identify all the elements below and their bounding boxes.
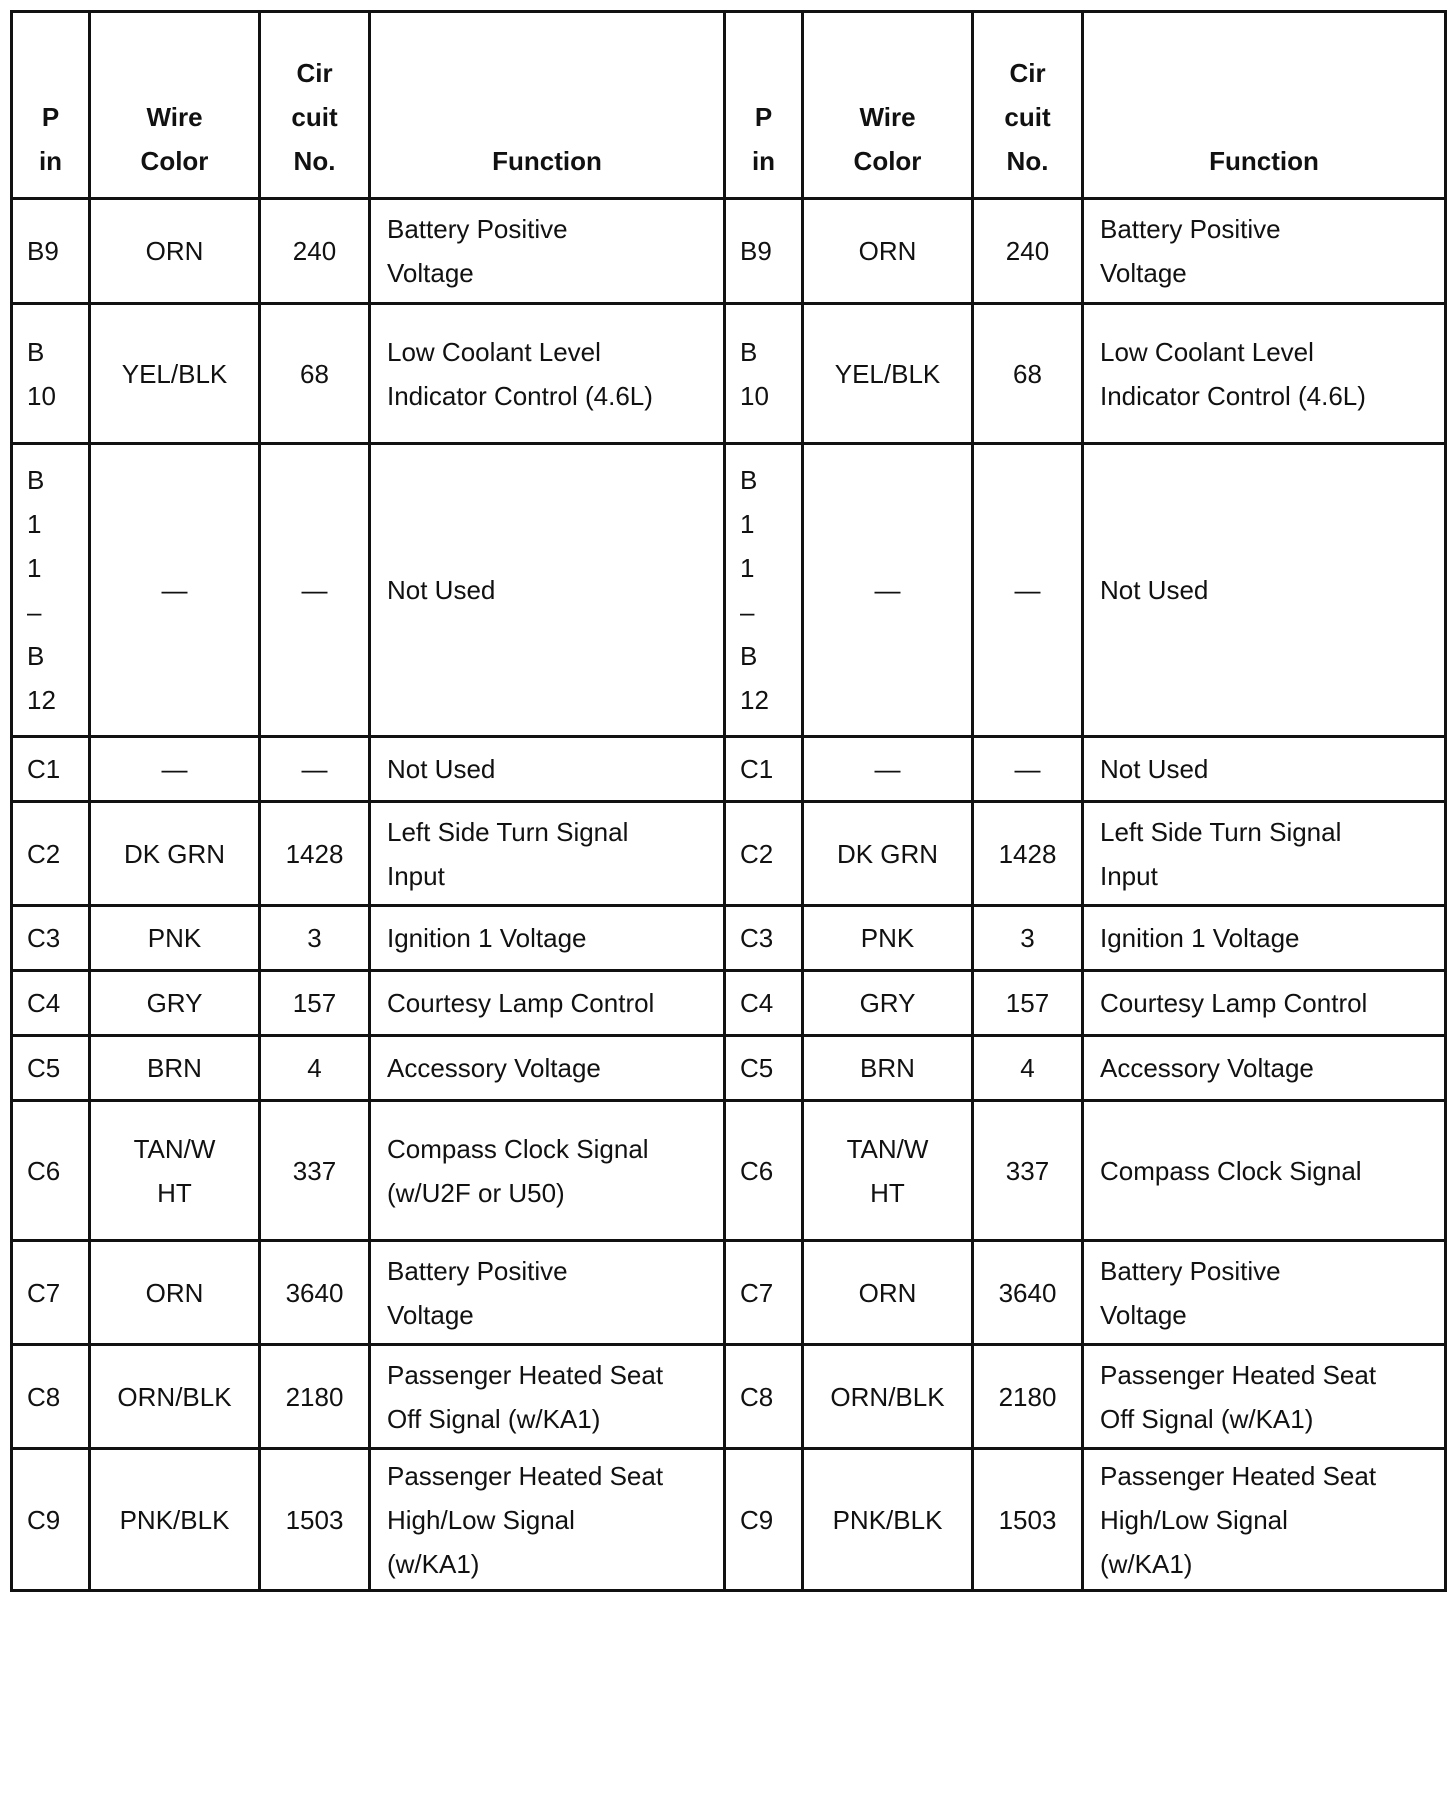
pin-cell-right-line: C5	[740, 1053, 774, 1083]
pin-cell-left	[12, 971, 90, 1036]
pin-cell-right-line: 1	[740, 509, 755, 539]
pin-cell-right-line: 12	[740, 685, 769, 715]
table-row	[12, 1241, 1446, 1345]
function-cell-right-line: Input	[1100, 860, 1158, 891]
wire-color-cell-right-line: ORN	[858, 236, 917, 266]
wire-color-cell-right-line: PNK	[860, 923, 915, 953]
pin-cell-left	[12, 906, 90, 971]
function-cell-left	[370, 1036, 725, 1101]
pin-cell-left	[12, 199, 90, 304]
header-function-right: Function	[1083, 12, 1446, 199]
circuit-no-cell-left: 240	[260, 199, 370, 304]
circuit-no-cell-right: 2180	[973, 1345, 1083, 1449]
function-cell-right-line: Battery Positive	[1100, 214, 1281, 244]
pin-cell-right	[725, 1345, 803, 1449]
pin-cell-left-line: C1	[27, 754, 61, 784]
table-row	[12, 906, 1446, 971]
function-cell-left-line: Left Side Turn Signal	[387, 816, 629, 847]
pin-cell-left-line: C9	[27, 1504, 61, 1535]
wire-color-cell-left	[90, 802, 260, 906]
function-cell-right	[1083, 1449, 1446, 1591]
function-cell-left-line: Battery Positive	[387, 1255, 568, 1286]
wire-color-cell-right-line: DK GRN	[836, 838, 939, 869]
circuit-no-cell-right: 4	[973, 1036, 1083, 1101]
function-cell-left-line: (w/KA1)	[387, 1548, 480, 1579]
function-cell-left	[370, 1241, 725, 1345]
pin-cell-left	[12, 737, 90, 802]
wire-color-cell-right	[803, 1241, 973, 1345]
header-pin-left: P in	[12, 12, 90, 199]
pin-cell-right-line: C9	[740, 1504, 774, 1535]
function-cell-right-line: Battery Positive	[1100, 1255, 1281, 1286]
table-row	[12, 304, 1446, 444]
pin-cell-left-line: C2	[27, 838, 61, 869]
pin-cell-right-line: –	[740, 597, 755, 627]
wire-color-cell-right	[803, 199, 973, 304]
function-cell-left-line: Passenger Heated Seat	[387, 1359, 664, 1390]
pin-cell-left	[12, 304, 90, 444]
wire-color-cell-right-line: —	[874, 575, 901, 605]
circuit-no-cell-right: —	[973, 737, 1083, 802]
wire-color-cell-right-line: HT	[870, 1177, 905, 1208]
pin-cell-right	[725, 444, 803, 737]
pin-cell-right-line: C6	[740, 1155, 774, 1186]
pin-cell-left	[12, 1241, 90, 1345]
pin-cell-left-line: 1	[27, 553, 42, 583]
table-row	[12, 1036, 1446, 1101]
circuit-no-cell-right: 3640	[973, 1241, 1083, 1345]
table-row	[12, 737, 1446, 802]
pin-cell-left-line: B	[27, 336, 45, 367]
function-cell-left	[370, 1345, 725, 1449]
function-cell-left	[370, 971, 725, 1036]
pin-cell-left	[12, 1101, 90, 1241]
function-cell-left-line: Battery Positive	[387, 214, 568, 244]
wire-color-cell-left-line: HT	[157, 1177, 192, 1208]
function-cell-left	[370, 802, 725, 906]
table-row	[12, 971, 1446, 1036]
wire-color-cell-left	[90, 1449, 260, 1591]
header-function-left: Function	[370, 12, 725, 199]
table-row	[12, 1449, 1446, 1591]
pin-cell-right	[725, 737, 803, 802]
wire-color-cell-left-line: —	[161, 575, 188, 605]
pin-cell-right-line: B	[740, 336, 758, 367]
table-row	[12, 199, 1446, 304]
function-cell-left-line: Input	[387, 860, 445, 891]
wire-color-cell-left	[90, 1345, 260, 1449]
wire-color-cell-left	[90, 1241, 260, 1345]
function-cell-left-line: Courtesy Lamp Control	[387, 988, 655, 1018]
wire-color-cell-right	[803, 444, 973, 737]
function-cell-left-line: Low Coolant Level	[387, 336, 601, 367]
wire-color-cell-left-line: ORN	[145, 1277, 204, 1308]
pin-cell-right	[725, 1101, 803, 1241]
pin-cell-left-line: 10	[27, 380, 56, 411]
function-cell-right	[1083, 1241, 1446, 1345]
pin-cell-right-line: C3	[740, 923, 774, 953]
circuit-no-cell-left: —	[260, 737, 370, 802]
pin-cell-right-line: C2	[740, 838, 774, 869]
pin-cell-left-line: C3	[27, 923, 61, 953]
table-body	[12, 199, 1446, 1591]
wire-color-cell-right-line: GRY	[859, 988, 916, 1018]
wire-color-cell-right	[803, 802, 973, 906]
wire-color-cell-left	[90, 906, 260, 971]
wire-color-cell-left	[90, 444, 260, 737]
wire-color-cell-right-line: PNK/BLK	[832, 1504, 943, 1535]
function-cell-right-line: Not Used	[1100, 575, 1209, 605]
wire-color-cell-left	[90, 971, 260, 1036]
circuit-no-cell-left: 2180	[260, 1345, 370, 1449]
function-cell-right-line: Low Coolant Level	[1100, 336, 1314, 367]
function-cell-right	[1083, 802, 1446, 906]
wire-color-cell-left-line: DK GRN	[123, 838, 226, 869]
wire-color-cell-right-line: —	[874, 754, 901, 784]
pin-cell-right	[725, 971, 803, 1036]
pin-cell-right-line: B9	[740, 236, 772, 266]
pin-cell-left-line: 12	[27, 685, 56, 715]
function-cell-left-line: Not Used	[387, 575, 496, 605]
header-circuit-no-right: Cir cuit No.	[973, 12, 1083, 199]
pin-cell-left-line: C5	[27, 1053, 61, 1083]
circuit-no-cell-left: 157	[260, 971, 370, 1036]
wire-color-cell-right-line: BRN	[860, 1053, 915, 1083]
circuit-no-cell-left: —	[260, 444, 370, 737]
circuit-no-cell-right: 3	[973, 906, 1083, 971]
circuit-no-cell-left: 1503	[260, 1449, 370, 1591]
circuit-no-cell-right: 240	[973, 199, 1083, 304]
function-cell-right-line: Not Used	[1100, 754, 1209, 784]
pin-cell-left-line: –	[27, 597, 42, 627]
function-cell-left-line: Voltage	[387, 1299, 474, 1330]
function-cell-right	[1083, 1036, 1446, 1101]
function-cell-right-line: Off Signal (w/KA1)	[1100, 1403, 1314, 1434]
function-cell-left	[370, 199, 725, 304]
pin-cell-left-line: C6	[27, 1155, 61, 1186]
pin-cell-right-line: C8	[740, 1381, 774, 1412]
wire-color-cell-right-line: ORN/BLK	[830, 1381, 945, 1412]
pin-cell-right	[725, 1036, 803, 1101]
function-cell-right-line: Passenger Heated Seat	[1100, 1460, 1377, 1491]
circuit-no-cell-left: 4	[260, 1036, 370, 1101]
wire-color-cell-left	[90, 737, 260, 802]
wire-color-cell-left	[90, 304, 260, 444]
wire-color-cell-right-line: YEL/BLK	[834, 358, 941, 389]
pin-cell-right-line: 10	[740, 380, 769, 411]
pin-cell-right	[725, 802, 803, 906]
function-cell-left	[370, 304, 725, 444]
header-row	[12, 12, 1446, 199]
header-wire-color-right: Wire Color	[803, 12, 973, 199]
function-cell-right	[1083, 304, 1446, 444]
wire-color-cell-right	[803, 906, 973, 971]
circuit-no-cell-right: 1428	[973, 802, 1083, 906]
function-cell-right-line: Passenger Heated Seat	[1100, 1359, 1377, 1390]
function-cell-left-line: Voltage	[387, 258, 474, 288]
wire-color-cell-right-line: TAN/W	[846, 1133, 929, 1164]
pin-cell-left-line: C4	[27, 988, 61, 1018]
wire-color-cell-left-line: TAN/W	[133, 1133, 216, 1164]
wire-color-cell-right	[803, 304, 973, 444]
pin-cell-right-line: B	[740, 641, 758, 671]
pin-cell-right-line: B	[740, 465, 758, 495]
connector-pinout-table-wrapper	[10, 10, 1447, 1592]
wire-color-cell-right-line: ORN	[858, 1277, 917, 1308]
pin-cell-left	[12, 444, 90, 737]
circuit-no-cell-right: 157	[973, 971, 1083, 1036]
pin-cell-left-line: 1	[27, 509, 42, 539]
circuit-no-cell-left: 3640	[260, 1241, 370, 1345]
wire-color-cell-left-line: GRY	[146, 988, 203, 1018]
wire-color-cell-left-line: YEL/BLK	[121, 358, 228, 389]
function-cell-left-line: (w/U2F or U50)	[387, 1177, 565, 1208]
wire-color-cell-left	[90, 1036, 260, 1101]
function-cell-left-line: Ignition 1 Voltage	[387, 923, 587, 953]
circuit-no-cell-right: —	[973, 444, 1083, 737]
header-circuit-no-left: Cir cuit No.	[260, 12, 370, 199]
function-cell-left-line: High/Low Signal	[387, 1504, 575, 1535]
function-cell-left-line: Passenger Heated Seat	[387, 1460, 664, 1491]
function-cell-right	[1083, 1101, 1446, 1241]
wire-color-cell-left-line: BRN	[147, 1053, 202, 1083]
function-cell-right-line: Voltage	[1100, 258, 1187, 288]
pin-cell-left-line: C8	[27, 1381, 61, 1412]
wire-color-cell-left	[90, 199, 260, 304]
function-cell-left	[370, 737, 725, 802]
function-cell-right-line: High/Low Signal	[1100, 1504, 1288, 1535]
circuit-no-cell-right: 1503	[973, 1449, 1083, 1591]
function-cell-left-line: Accessory Voltage	[387, 1053, 601, 1083]
wire-color-cell-left-line: —	[161, 754, 188, 784]
pin-cell-left	[12, 1345, 90, 1449]
function-cell-right-line: Voltage	[1100, 1299, 1187, 1330]
function-cell-left	[370, 1449, 725, 1591]
function-cell-left-line: Compass Clock Signal	[387, 1133, 649, 1164]
function-cell-right	[1083, 971, 1446, 1036]
circuit-no-cell-left: 68	[260, 304, 370, 444]
circuit-no-cell-right: 337	[973, 1101, 1083, 1241]
connector-pinout-table	[10, 10, 1447, 1592]
pin-cell-right	[725, 1241, 803, 1345]
function-cell-left-line: Indicator Control (4.6L)	[387, 380, 653, 411]
wire-color-cell-left-line: ORN	[145, 236, 204, 266]
pin-cell-left	[12, 802, 90, 906]
table-row	[12, 444, 1446, 737]
wire-color-cell-right	[803, 1449, 973, 1591]
pin-cell-left-line: B9	[27, 236, 59, 266]
pin-cell-right	[725, 304, 803, 444]
pin-cell-right	[725, 199, 803, 304]
pin-cell-right-line: 1	[740, 553, 755, 583]
function-cell-left	[370, 906, 725, 971]
circuit-no-cell-left: 337	[260, 1101, 370, 1241]
function-cell-right	[1083, 737, 1446, 802]
wire-color-cell-left-line: PNK/BLK	[119, 1504, 230, 1535]
function-cell-right-line: (w/KA1)	[1100, 1548, 1193, 1579]
pin-cell-left	[12, 1036, 90, 1101]
wire-color-cell-right	[803, 971, 973, 1036]
function-cell-left	[370, 1101, 725, 1241]
function-cell-left-line: Off Signal (w/KA1)	[387, 1403, 601, 1434]
wire-color-cell-right	[803, 737, 973, 802]
pin-cell-right-line: C4	[740, 988, 774, 1018]
function-cell-right-line: Indicator Control (4.6L)	[1100, 380, 1366, 411]
table-row	[12, 802, 1446, 906]
function-cell-right	[1083, 199, 1446, 304]
wire-color-cell-right	[803, 1345, 973, 1449]
circuit-no-cell-right: 68	[973, 304, 1083, 444]
pin-cell-left-line: B	[27, 641, 45, 671]
pin-cell-right-line: C7	[740, 1277, 774, 1308]
header-wire-color-left: Wire Color	[90, 12, 260, 199]
function-cell-right-line: Compass Clock Signal	[1100, 1155, 1362, 1186]
circuit-no-cell-left: 3	[260, 906, 370, 971]
wire-color-cell-right	[803, 1101, 973, 1241]
pin-cell-right-line: C1	[740, 754, 774, 784]
table-row	[12, 1101, 1446, 1241]
wire-color-cell-left-line: PNK	[147, 923, 202, 953]
header-pin-right: P in	[725, 12, 803, 199]
function-cell-left	[370, 444, 725, 737]
pin-cell-left-line: B	[27, 465, 45, 495]
table-row	[12, 1345, 1446, 1449]
pin-cell-left-line: C7	[27, 1277, 61, 1308]
circuit-no-cell-left: 1428	[260, 802, 370, 906]
wire-color-cell-right	[803, 1036, 973, 1101]
function-cell-right	[1083, 1345, 1446, 1449]
pin-cell-right	[725, 1449, 803, 1591]
function-cell-right-line: Courtesy Lamp Control	[1100, 988, 1368, 1018]
function-cell-right	[1083, 906, 1446, 971]
function-cell-left-line: Not Used	[387, 754, 496, 784]
wire-color-cell-left	[90, 1101, 260, 1241]
function-cell-right-line: Accessory Voltage	[1100, 1053, 1314, 1083]
function-cell-right	[1083, 444, 1446, 737]
pin-cell-left	[12, 1449, 90, 1591]
pin-cell-right	[725, 906, 803, 971]
function-cell-right-line: Ignition 1 Voltage	[1100, 923, 1300, 953]
function-cell-right-line: Left Side Turn Signal	[1100, 816, 1342, 847]
wire-color-cell-left-line: ORN/BLK	[117, 1381, 232, 1412]
